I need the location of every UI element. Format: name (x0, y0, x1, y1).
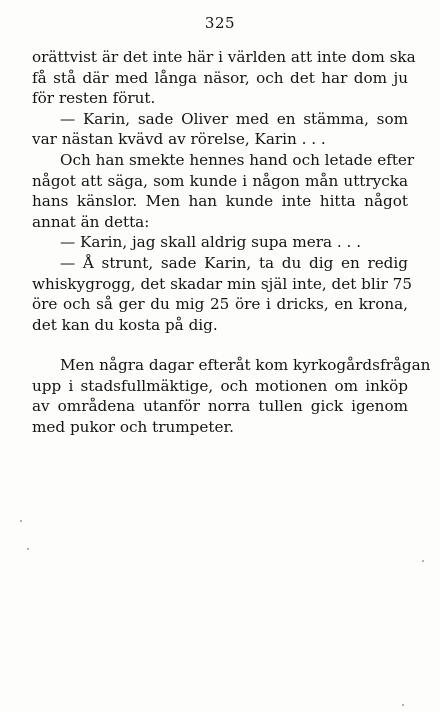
text-line: annat än detta: (32, 212, 150, 231)
text-line: — Karin, sade Oliver med en stämma, som (60, 109, 408, 128)
text-line: whiskygrogg, det skadar min själ inte, det blir 75 (32, 274, 412, 293)
final-paragraph (32, 355, 431, 437)
text-line: för resten förut. (32, 89, 156, 108)
text-line: få stå där med långa näsor, och det har dom ju (32, 68, 408, 87)
text-line: det kan du kosta på dig. (32, 315, 218, 334)
text-line: hans känslor. Men han kunde inte hitta något (32, 192, 408, 211)
text-line: var nästan kvävd av rörelse, Karin . . . (32, 130, 326, 149)
text-line: upp i stadsfullmäktige, och motionen om inköp (32, 376, 408, 395)
text-line: av områdena utanför norra tullen gick igenom (32, 397, 408, 416)
text-line: något att säga, som kunde i någon mån uttrycka (32, 171, 408, 190)
text-line: Men några dagar efteråt kom kyrkogårdsfrågan (60, 356, 431, 374)
main-text (32, 47, 416, 335)
page-number: 325 (204, 14, 236, 32)
text-line: öre och så ger du mig 25 öre i dricks, en krona, (32, 295, 408, 314)
paper-speck (422, 560, 424, 562)
text-line: med pukor och trumpeter. (32, 417, 234, 436)
paper-speck (27, 548, 29, 550)
text-line: Och han smekte hennes hand och letade efter (60, 150, 415, 169)
text-line: — Karin, jag skall aldrig supa mera . . . (60, 233, 362, 252)
paper-speck (402, 704, 404, 706)
text-line: — Å strunt, sade Karin, ta du dig en redig (60, 253, 408, 272)
text-line: orättvist är det inte här i världen att inte dom ska (32, 48, 416, 66)
paper-speck (20, 520, 22, 522)
